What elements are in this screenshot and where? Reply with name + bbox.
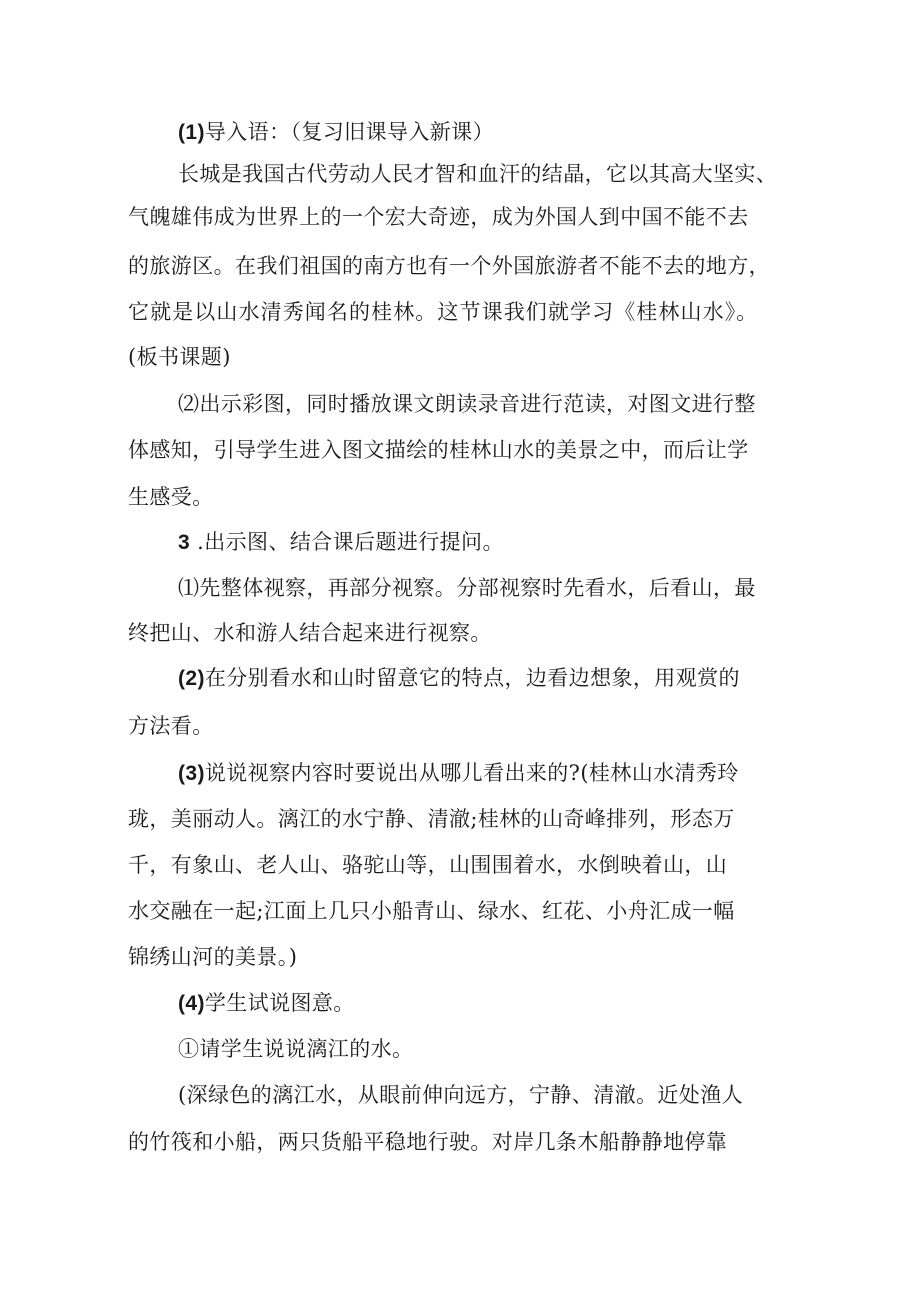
paragraph-line: 它就是以山水清秀闻名的桂林。这节课我们就学习《桂林山水》。 bbox=[128, 300, 759, 324]
paragraph-text: 学生试说图意。 bbox=[204, 991, 355, 1015]
paragraph-line: 的旅游区。在我们祖国的南方也有一个外国旅游者不能不去的地方， bbox=[128, 254, 770, 278]
paragraph-line: 气魄雄伟成为世界上的一个宏大奇迹，成为外国人到中国不能不去 bbox=[128, 205, 749, 229]
paragraph-line: (深绿色的漓江水，从眼前伸向远方，宁静、清澈。近处渔人 bbox=[178, 1083, 743, 1107]
paragraph-line: 终把山、水和游人结合起来进行视察。 bbox=[128, 621, 492, 645]
paragraph-text: 在分别看水和山时留意它的特点，边看边想象，用观赏的 bbox=[204, 666, 740, 690]
paragraph-line bbox=[178, 988, 355, 1018]
paragraph-line: ①请学生说说漓江的水。 bbox=[178, 1037, 414, 1061]
paragraph-line bbox=[178, 758, 739, 788]
intro-heading bbox=[178, 117, 494, 147]
intro-heading-text: 导入语：（复习旧课导入新课） bbox=[204, 120, 494, 144]
paragraph-line: 的竹筏和小船，两只货船平稳地行驶。对岸几条木船静静地停靠 bbox=[128, 1130, 728, 1154]
paragraph-line: 锦绣山河的美景。) bbox=[128, 945, 298, 969]
list-marker: (4) bbox=[178, 992, 205, 1015]
paragraph-line: (板书课题) bbox=[128, 345, 231, 369]
paragraph-line: 水交融在一起;江面上几只小船青山、绿水、红花、小舟汇成一幅 bbox=[128, 899, 735, 923]
section-heading-text: .出示图、结合课后题进行提问。 bbox=[197, 530, 504, 554]
section-heading bbox=[178, 527, 504, 557]
list-marker: 3 bbox=[178, 531, 191, 554]
paragraph-line: 长城是我国古代劳动人民才智和血汗的结晶，它以其高大坚实、 bbox=[178, 162, 778, 186]
paragraph-line: ⑴先整体视察，再部分视察。分部视察时先看水，后看山，最 bbox=[178, 576, 756, 600]
list-marker: (1) bbox=[178, 121, 205, 144]
paragraph-line: 千，有象山、老人山、骆驼山等，山围围着水，水倒映着山，山 bbox=[128, 853, 728, 877]
paragraph-line: 生感受。 bbox=[128, 485, 214, 509]
list-marker: (3) bbox=[178, 762, 205, 785]
paragraph-line bbox=[178, 663, 740, 693]
paragraph-text: 说说视察内容时要说出从哪儿看出来的?(桂林山水清秀玲 bbox=[204, 761, 739, 785]
paragraph-line: ⑵出示彩图，同时播放课文朗读录音进行范读，对图文进行整 bbox=[178, 392, 756, 416]
paragraph-line: 体感知，引导学生进入图文描绘的桂林山水的美景之中，而后让学 bbox=[128, 438, 749, 462]
paragraph-line: 方法看。 bbox=[128, 714, 214, 738]
list-marker: (2) bbox=[178, 667, 205, 690]
paragraph-line: 珑，美丽动人。漓江的水宁静、清澈;桂林的山奇峰排列，形态万 bbox=[128, 807, 735, 831]
